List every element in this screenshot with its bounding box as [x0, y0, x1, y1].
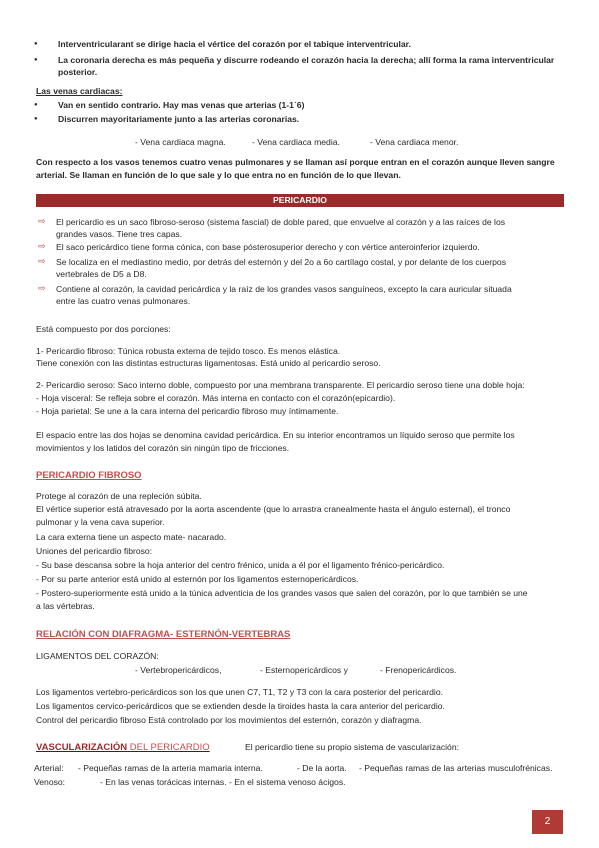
seroso-intro-3: - Hoja parietal: Se une a la cara interna del pericardio fibroso muy íntimamente.	[36, 406, 339, 416]
arrow-icon: ⇨	[38, 241, 46, 251]
bullet-interventricular: ● Interventricularant se dirige hacia el vértice del corazón por el tabique interventricular.	[58, 38, 411, 50]
venoso-text: - En las venas torácicas internas. - En el sistema venoso ácigos.	[100, 777, 346, 787]
fibroso-heading: PERICARDIO FIBROSO	[36, 470, 142, 481]
espacio-2: movimientos y los latidos del corazón sin ningún tipo de fricciones.	[36, 443, 290, 453]
fibroso-line-1: Protege al corazón de una repleción súbita.	[36, 491, 202, 501]
arterial-label: Arterial:	[34, 763, 64, 773]
arrow-icon: ⇨	[38, 256, 46, 266]
fibroso-line-6: - Su base descansa sobre la hoja anterior del centro frénico, unida a él por el ligamento frénico-pericárdico.	[36, 560, 445, 570]
vena-menor: - Vena cardiaca menor.	[370, 137, 459, 147]
fibroso-intro-1: 1- Pericardio fibroso: Túnica robusta externa de tejido tosco. Es menos elástica.	[36, 346, 341, 356]
fibroso-line-2: El vértice superior está atravesado por la aorta ascendente (que lo arrastra cranealmente hasta el ángulo esternal), el tronco	[36, 504, 511, 514]
bullet-coronaria-derecha: ● La coronaria derecha es más pequeña y discurre rodeando el corazón hacia la derecha; allí forma la rama interventricular	[58, 54, 554, 66]
venoso-label: Venoso:	[34, 777, 66, 787]
venas-para-1: Con respecto a los vasos tenemos cuatro venas pulmonares y se llaman así porque entran en el corazón aunque lleven sangre	[36, 157, 555, 167]
venas-title: Las venas cardiacas:	[36, 86, 123, 96]
fibroso-intro-2: Tiene conexión con las distintas estructuras ligamentosas. Está unido al pericardio seroso.	[36, 358, 381, 368]
relacion-heading: RELACIÓN CON DIAFRAGMA- ESTERNÓN-VERTEBRAS	[36, 629, 291, 640]
seroso-intro-2: - Hoja visceral: Se refleja sobre el corazón. Más interna en contacto con el corazón(epicardio).	[36, 393, 396, 403]
ligamento-freno: - Frenopericárdicos.	[380, 665, 457, 675]
fibroso-line-8: - Postero-superiormente está unido a la túnica adventicia de los grandes vasos que salen del corazón, por lo que también se une	[36, 588, 528, 598]
vasc-heading	[36, 741, 210, 754]
arrow-item-3-line-2: vertebrales de D5 a D8.	[56, 269, 147, 279]
vasc-heading-rest: DEL PERICARDIO	[127, 742, 210, 753]
bullet-coronaria-derecha-cont: posterior.	[58, 67, 98, 77]
arrow-item-1-line-2: grandes vasos. Tiene tres capas.	[56, 229, 183, 239]
page-number: 2	[532, 810, 563, 834]
fibroso-line-3: pulmonar y la vena cava superior.	[36, 517, 165, 527]
ligamentos-line-2: Los ligamentos cervico-pericárdicos que se extienden desde la tiroides hasta la cara anterior del pericardio.	[36, 701, 445, 711]
arterial-item-2: - De la aorta.	[297, 763, 347, 773]
pericardio-banner: PERICARDIO	[36, 194, 564, 207]
ligamentos-title: LIGAMENTOS DEL CORAZÓN:	[36, 651, 159, 661]
arrow-item-4-line-1: Contiene al corazón, la cavidad pericárdica y la raíz de los grandes vasos sanguíneos, excepto la cara auricular situada	[56, 284, 512, 294]
arrow-item-4-line-2: entre las cuatro venas pulmonares.	[56, 296, 191, 306]
fibroso-line-9: a las vértebras.	[36, 601, 95, 611]
vasc-heading-main: VASCULARIZACIÓN	[36, 742, 128, 753]
compuesto-text: Está compuesto por dos porciones:	[36, 324, 171, 334]
vena-media: - Vena cardiaca media.	[252, 137, 340, 147]
venas-bullet-1: ● Van en sentido contrario. Hay mas venas que arterias (1-1´6)	[58, 99, 304, 111]
ligamento-esterno: - Esternopericárdicos y	[260, 665, 348, 675]
vasc-note: El pericardio tiene su propio sistema de vascularización:	[245, 742, 459, 752]
arrow-icon: ⇨	[38, 283, 46, 293]
ligamento-vertebro: - Vertebropericárdicos,	[135, 665, 222, 675]
ligamentos-line-3: Control del pericardio fibroso Está controlado por los movimientos del esternón, corazón y diafragma.	[36, 715, 422, 725]
arrow-icon: ⇨	[38, 216, 46, 226]
arrow-item-2-line-1: El saco pericárdico tiene forma cónica, con base pósterosuperior derecho y con vértice anteroinferior izquierdo.	[56, 242, 480, 252]
venas-para-2: arterial. Se llaman en función de lo que sale y lo que entra no en función de lo que llevan.	[36, 170, 401, 180]
arrow-item-3-line-1: Se localiza en el mediastino medio, por detrás del esternón y del 2o a 6o cartílago costal, y por delante de los cuerpos	[56, 257, 507, 267]
vena-magna: - Vena cardiaca magna.	[135, 137, 226, 147]
fibroso-line-4: La cara externa tiene un aspecto mate- nacarado.	[36, 532, 227, 542]
venas-bullet-2: ● Discurren mayoritariamente junto a las arterias coronarias.	[58, 113, 299, 125]
arterial-item-1: - Pequeñas ramas de la arteria mamaria interna.	[78, 763, 263, 773]
espacio-1: El espacio entre las dos hojas se denomina cavidad pericárdica. En su interior encontramos un líquido seroso que permite los	[36, 430, 515, 440]
arrow-item-1-line-1: El pericardio es un saco fibroso-seroso (sistema fascial) de doble pared, que envuelve al corazón y a las raíces de los	[56, 217, 506, 227]
fibroso-line-5: Uniones del pericardio fibroso:	[36, 546, 153, 556]
seroso-intro-1: 2- Pericardio seroso: Saco interno doble, compuesto por una membrana transparente. El pericardio seroso tiene una doble hoja:	[36, 380, 525, 390]
ligamentos-line-1: Los ligamentos vertebro-pericárdicos son los que unen C7, T1, T2 y T3 con la cara posterior del pericardio.	[36, 687, 443, 697]
fibroso-line-7: - Por su parte anterior está unido al esternón por los ligamentos esternopericárdicos.	[36, 574, 359, 584]
arterial-item-3: - Pequeñas ramas de las arterias musculofrénicas.	[359, 763, 553, 773]
